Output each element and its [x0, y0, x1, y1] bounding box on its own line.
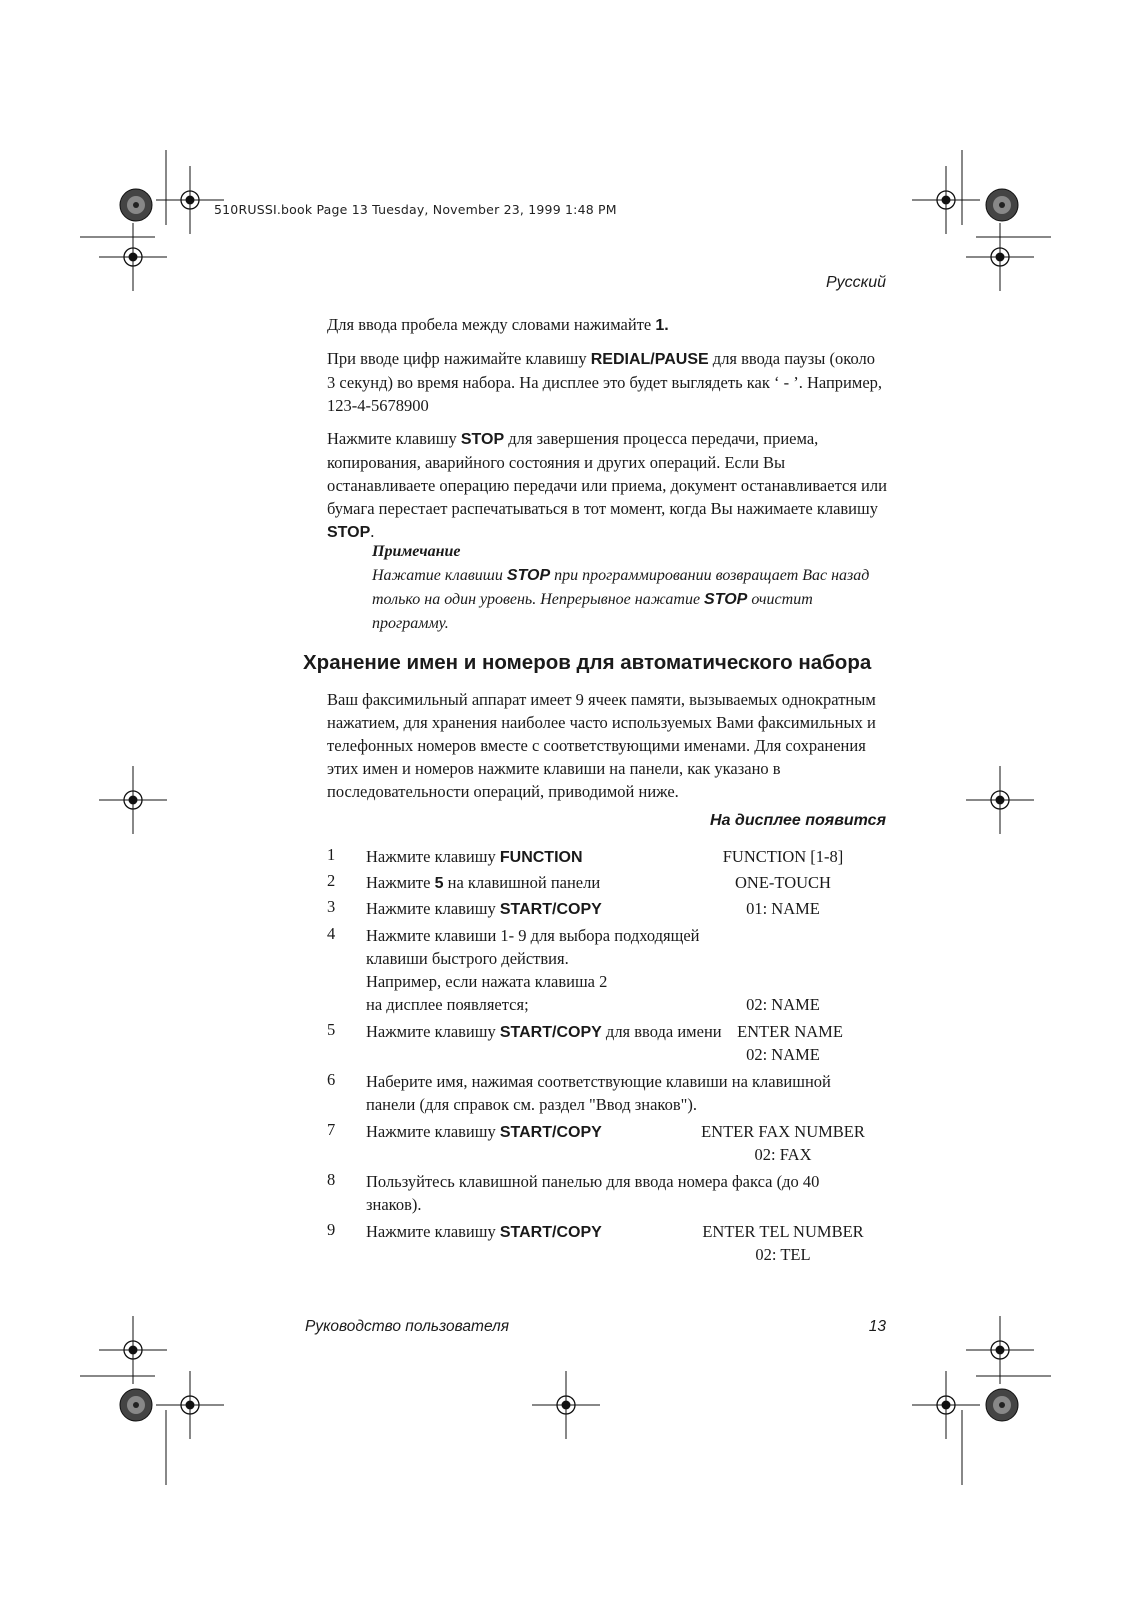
section-intro: Ваш факсимильный аппарат имеет 9 ячеек памяти, вызываемых однократным нажатием, для хранения наиболее часто используемых Вами факсимильных и телефонных номеров вместе с соответствующими именами. Для сохранения этих имен и номеров нажмите клавиши на панели, как указано в последовательности операций, приводимой ниже.	[327, 690, 876, 801]
key-label: STOP	[506, 567, 551, 584]
body-text	[327, 313, 887, 554]
step-number: 7	[327, 1120, 336, 1139]
step-number: 6	[327, 1070, 336, 1089]
step-text	[366, 1120, 602, 1144]
running-header-language: Русский	[825, 274, 886, 291]
paragraph-stop	[327, 427, 887, 544]
step-text	[366, 845, 583, 869]
paragraph-text: При вводе цифр нажимайте клавишу	[327, 349, 591, 368]
step-text-part: Нажмите	[366, 873, 435, 892]
note-text-part: очистит программу.	[372, 591, 813, 632]
print-slug: 510RUSSI.book Page 13 Tuesday, November 23, 1999 1:48 PM	[214, 202, 617, 217]
display-readout: ENTER NAME	[737, 1022, 843, 1041]
step-text-part: Нажмите клавишу	[366, 899, 500, 918]
step-text-part: Нажмите клавишу	[366, 847, 500, 866]
step-text-part: Нажмите клавишу	[366, 1222, 500, 1241]
note-title: Примечание	[372, 543, 461, 560]
note-text-part: Нажатие клавиши	[372, 567, 507, 584]
paragraph-text: Для ввода пробела между словами нажимайте	[327, 315, 656, 334]
step-text-part: Нажмите клавишу	[366, 1122, 500, 1141]
section-heading: Хранение имен и номеров для автоматического набора	[303, 651, 872, 674]
key-label: START/COPY	[499, 1024, 602, 1041]
paragraph-text: для завершения процесса передачи, приема, копирования, аварийного состояния и других операций. Если Вы останавливаете операцию передачи или приема, документ останавливается или бумага перестает распечатываться в тот момент, когда Вы нажимаете клавишу	[327, 429, 887, 518]
paragraph-text: .	[370, 522, 375, 541]
step-number: 5	[327, 1020, 336, 1039]
key-label: STOP	[704, 591, 748, 608]
key-label: FUNCTION	[499, 849, 583, 866]
display-readout: 02: NAME	[746, 1045, 820, 1064]
step-number: 4	[327, 924, 336, 943]
key-label: START/COPY	[499, 901, 602, 918]
key-label: 5	[434, 875, 444, 892]
paragraph-text: для ввода паузы (около 3 секунд) во время набора. На дисплее это будет выглядеть как ‘ - ’. Например, 123-4-5678900	[327, 349, 883, 415]
step-text-line: Наберите имя, нажимая соответствующие клавиши на клавишной	[366, 1072, 831, 1091]
note-block	[372, 540, 892, 636]
step-text-line: знаков).	[366, 1195, 422, 1214]
paragraph-space-input	[327, 313, 887, 337]
step-text	[366, 897, 602, 921]
footer-title: Руководство пользователя	[305, 1318, 510, 1335]
step-text-line: панели (для справок см. раздел "Ввод знаков").	[366, 1095, 697, 1114]
step-number: 9	[327, 1220, 336, 1239]
step-text	[366, 1220, 602, 1244]
display-readout: ONE-TOUCH	[735, 873, 831, 892]
display-readout: 02: FAX	[754, 1145, 812, 1164]
display-readout: ENTER TEL NUMBER	[702, 1222, 864, 1241]
step-text-line: Например, если нажата клавиша 2	[366, 972, 608, 991]
note-text-part: при программировании возвращает Вас назад только на один уровень. Непрерывное нажатие	[372, 567, 870, 608]
step-number: 2	[327, 871, 336, 890]
step-text-line: Пользуйтесь клавишной панелью для ввода номера факса (до 40	[366, 1172, 820, 1191]
display-column-heading: На дисплее появится	[710, 812, 886, 829]
step-text-line: клавиши быстрого действия.	[366, 949, 569, 968]
paragraph-pause	[327, 347, 887, 417]
step-text	[366, 1020, 722, 1044]
key-label: 1.	[655, 317, 669, 334]
display-readout: 02: TEL	[755, 1245, 811, 1264]
display-readout: 01: NAME	[746, 899, 820, 918]
display-readout: FUNCTION [1-8]	[722, 847, 844, 866]
step-text	[366, 871, 600, 895]
step-number: 8	[327, 1170, 336, 1189]
step-text-line: на дисплее появляется;	[366, 995, 529, 1014]
step-number: 3	[327, 897, 336, 916]
step-number: 1	[327, 845, 336, 864]
page-number: 13	[868, 1318, 886, 1335]
display-readout: ENTER FAX NUMBER	[701, 1122, 865, 1141]
key-label: START/COPY	[499, 1224, 602, 1241]
note-text	[372, 564, 892, 636]
step-text-line: Нажмите клавиши 1- 9 для выбора подходящей	[366, 926, 700, 945]
key-label: REDIAL/PAUSE	[590, 351, 709, 368]
key-label: STOP	[327, 524, 371, 541]
step-text-part: для ввода имени	[601, 1022, 722, 1041]
key-label: START/COPY	[499, 1124, 602, 1141]
paragraph-text: Нажмите клавишу	[327, 429, 461, 448]
display-readout: 02: NAME	[746, 995, 820, 1014]
step-text-part: на клавишной панели	[443, 873, 601, 892]
key-label: STOP	[460, 431, 505, 448]
step-text-part: Нажмите клавишу	[366, 1022, 500, 1041]
